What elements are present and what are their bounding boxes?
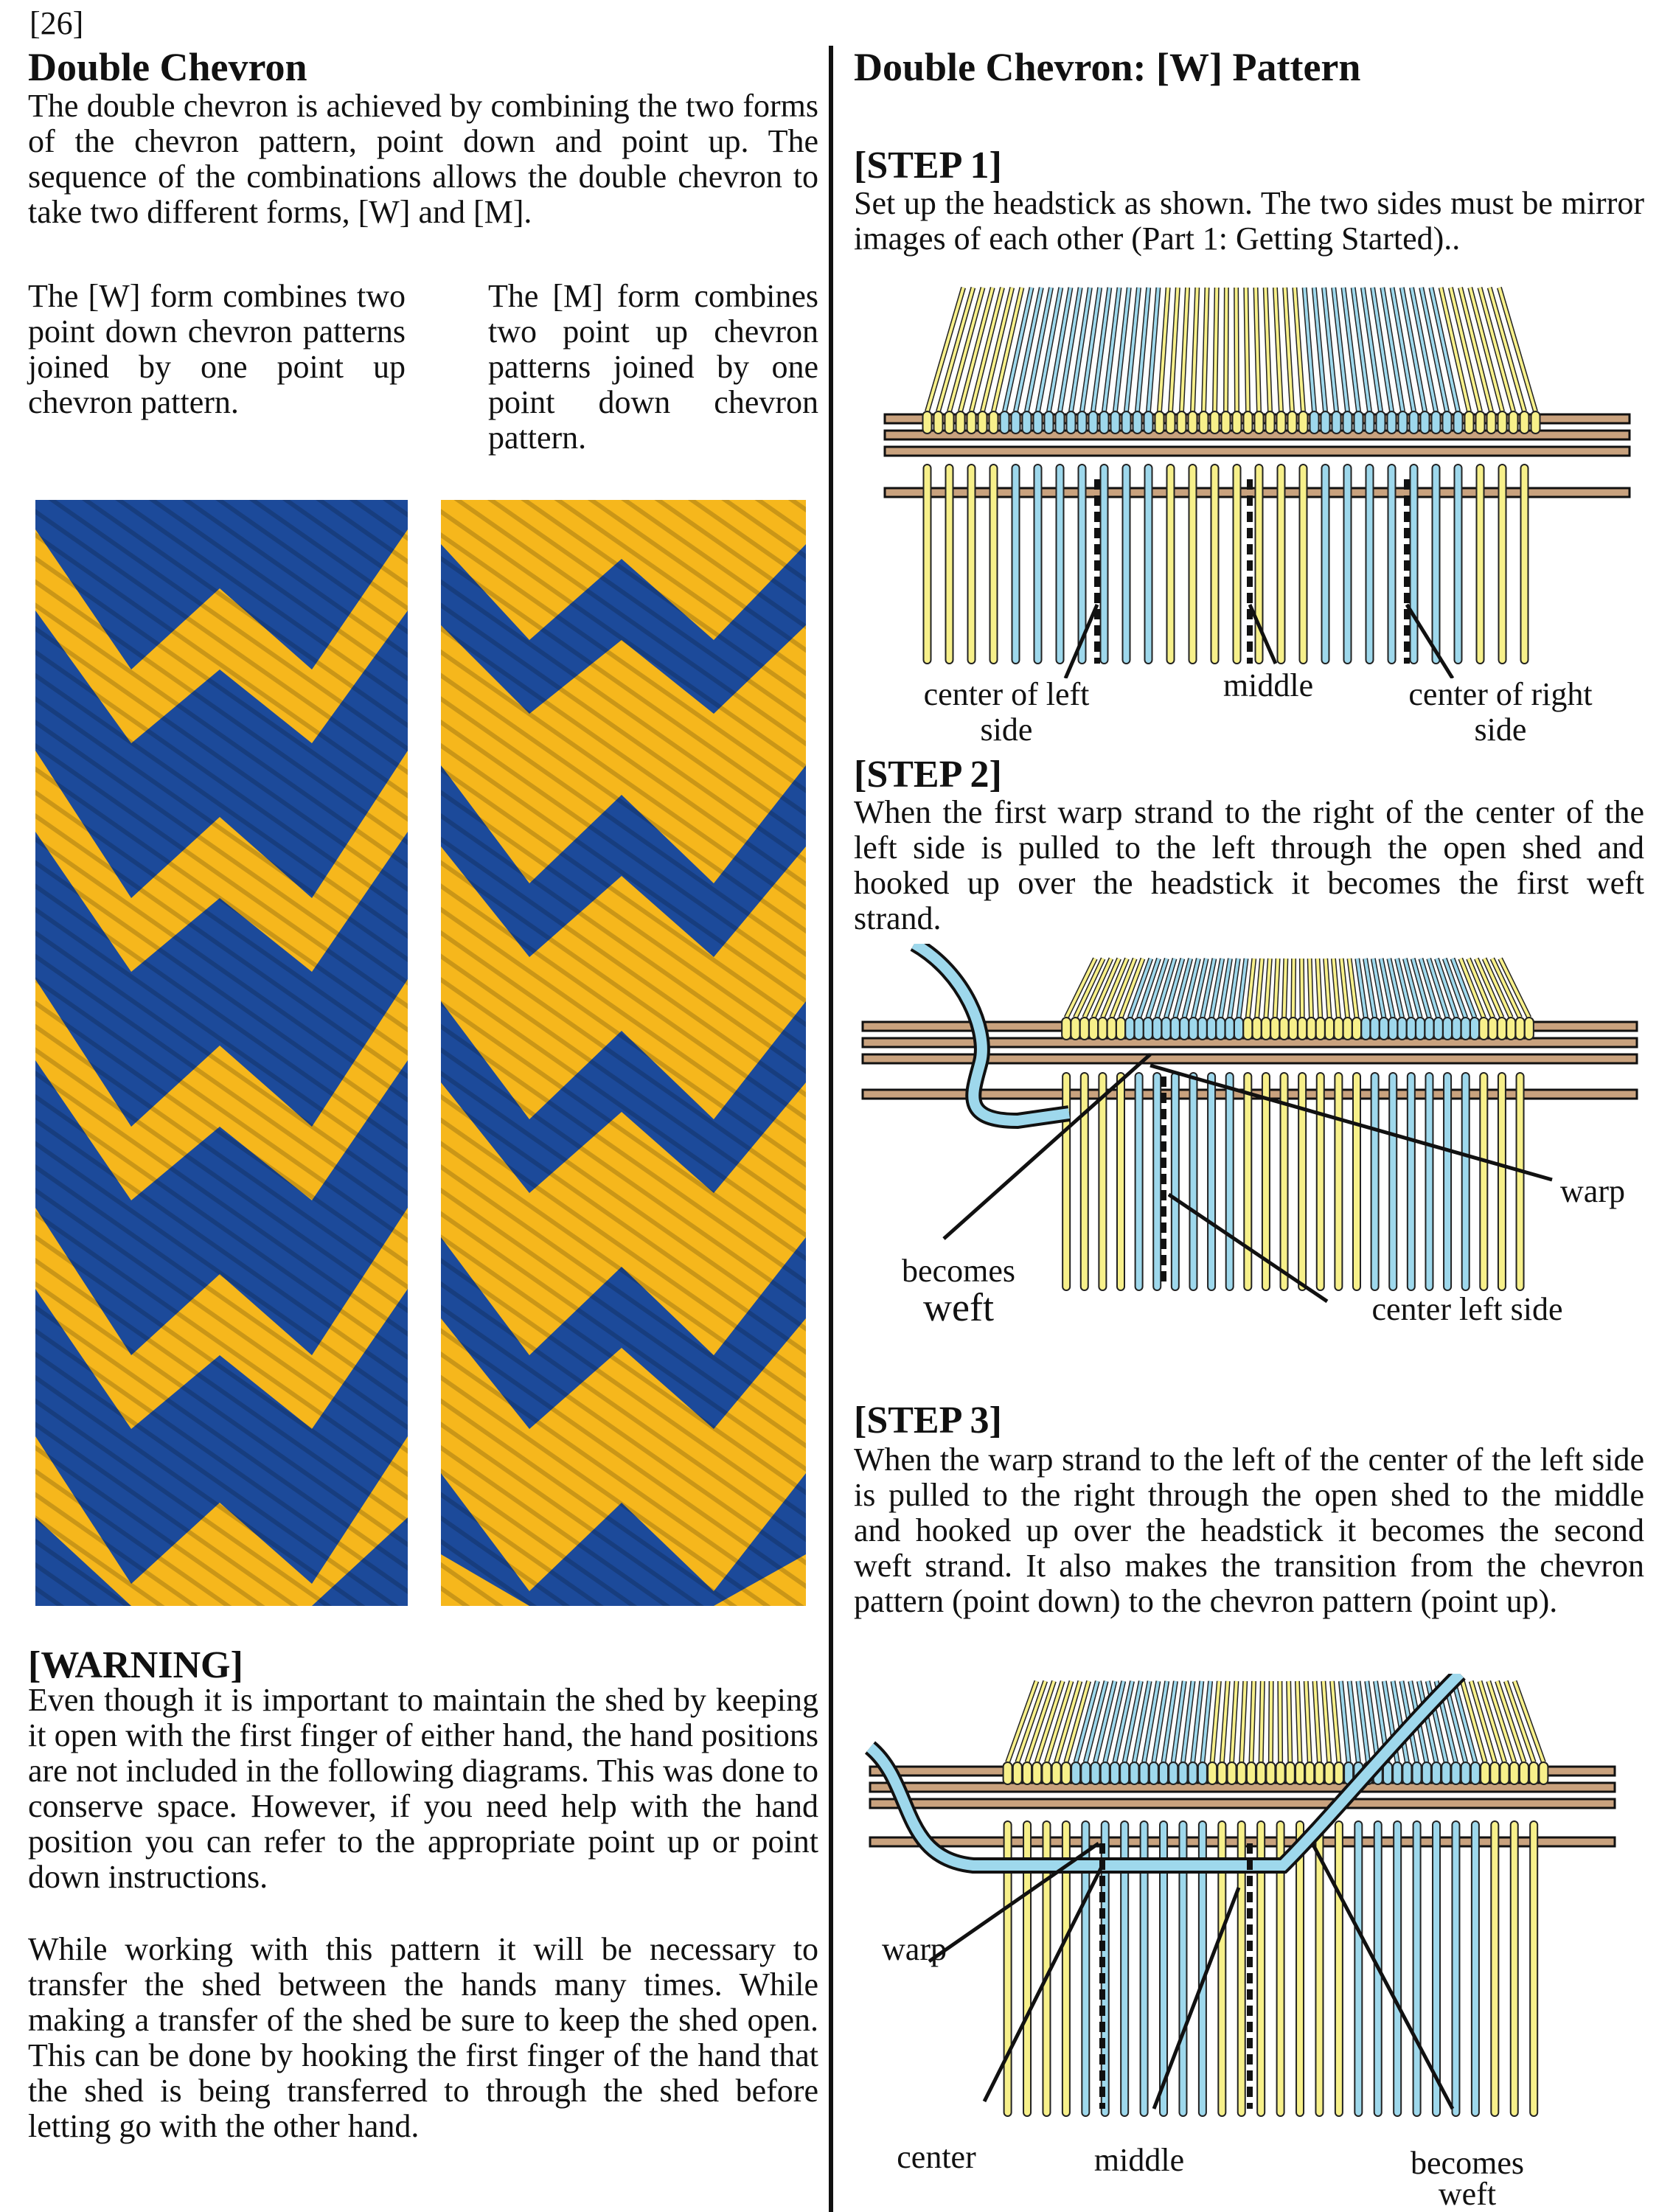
warp-loop <box>1032 1762 1041 1784</box>
warp-loop <box>1335 1762 1343 1784</box>
hanging-warp <box>1189 465 1197 664</box>
warp-loop <box>1237 1762 1246 1784</box>
warp-loop <box>1461 1762 1470 1784</box>
warp-loop <box>1071 1762 1080 1784</box>
warp-loop <box>956 411 965 434</box>
hanging-warp <box>1455 465 1462 664</box>
warp-loop <box>1443 1018 1452 1040</box>
hanging-warp <box>1444 1073 1451 1290</box>
warp-loop <box>978 411 987 434</box>
hanging-warp <box>1472 1821 1479 2116</box>
warp-loop <box>1490 1762 1499 1784</box>
warp-loop <box>1178 1762 1187 1784</box>
hanging-warp <box>1388 465 1396 664</box>
warp-loop <box>1270 1018 1279 1040</box>
double-chevron-title: Double Chevron <box>28 45 307 89</box>
step3-label-warp: warp <box>882 1931 947 1967</box>
warp-loop <box>1189 1762 1197 1784</box>
hanging-warp <box>1511 1821 1518 2116</box>
hanging-warp <box>1462 1073 1470 1290</box>
step3-text: When the warp strand to the left of the center of the left side is pulled to the right through the open shed to the middle and hooked up over the headstick it becomes the second weft strand. It also makes the transition from the chevron pattern (point down) to the chevron pattern (point up). <box>854 1441 1644 1619</box>
step2-label-becomes: becomes <box>902 1253 1015 1289</box>
warp-loop <box>1198 1018 1207 1040</box>
warp-loop <box>1325 1762 1334 1784</box>
w-form-fabric-photo <box>35 500 408 1606</box>
warp-loop <box>1125 1018 1134 1040</box>
warp-loop <box>1211 411 1220 434</box>
warp-loop <box>1189 411 1197 434</box>
warp-loop <box>1080 1018 1089 1040</box>
warp-strand-fill <box>1215 288 1217 411</box>
warp-loop <box>1042 1762 1051 1784</box>
warp-loop <box>990 411 998 434</box>
warp-loop <box>1169 1762 1178 1784</box>
step1-text: Set up the headstick as shown. The two sides must be mirror images of each other (Part 1: Getting Started).. <box>854 185 1644 257</box>
warp-loop <box>1520 411 1529 434</box>
step1-diagram <box>848 280 1644 678</box>
hanging-warp <box>1371 1073 1379 1290</box>
warp-loop <box>1432 411 1441 434</box>
warp-loop <box>1023 1762 1032 1784</box>
warp-loop <box>1155 411 1164 434</box>
warp-loop <box>923 411 932 434</box>
warp-loop <box>1135 1018 1144 1040</box>
hanging-warp <box>1315 1821 1323 2116</box>
warp-loop <box>1277 411 1286 434</box>
warp-loop <box>1461 1018 1470 1040</box>
warp-strand-fill <box>1261 1681 1262 1762</box>
warp-loop <box>1295 1762 1304 1784</box>
warp-strand-fill <box>1310 959 1311 1018</box>
transfer-paragraph: While working with this pattern it will be necessary to transfer the shed between the hands many times. While making a transfer of the shed be sure to keep the shed open. This can be done by hooking the first finger of the hand that the shed is being transferred to through the shed before letting go with the other hand. <box>28 1931 818 2144</box>
warp-loop <box>1255 411 1264 434</box>
warp-loop <box>1354 411 1363 434</box>
warp-loop <box>1361 1018 1370 1040</box>
hanging-warp <box>1530 1821 1537 2116</box>
warp-strand-fill <box>1340 1681 1349 1762</box>
hanging-warp <box>1101 465 1108 664</box>
warp-loop <box>1089 411 1098 434</box>
warp-loop <box>1425 1018 1433 1040</box>
hanging-warp <box>1298 1073 1306 1290</box>
warp-loop <box>1162 1018 1171 1040</box>
warp-loop <box>1256 1762 1265 1784</box>
hanging-warp <box>968 465 975 664</box>
warp-strand-fill <box>1226 288 1227 411</box>
warp-loop <box>1101 1762 1110 1784</box>
warp-loop <box>1413 1762 1422 1784</box>
warning-heading: [WARNING] <box>28 1644 243 1686</box>
warp-loop <box>1133 411 1142 434</box>
hanging-warp <box>1491 1821 1498 2116</box>
warp-loop <box>1422 1762 1431 1784</box>
warp-loop <box>1098 1018 1107 1040</box>
step1-label-center-left: center of left side <box>923 676 1090 748</box>
warp-loop <box>1208 1762 1217 1784</box>
hanging-warp <box>1081 1073 1088 1290</box>
warp-loop <box>1487 411 1496 434</box>
warp-loop <box>1407 1018 1416 1040</box>
warp-loop <box>1321 411 1330 434</box>
hanging-warp <box>1389 1073 1397 1290</box>
hanging-warp <box>1117 1073 1124 1290</box>
warp-loop <box>1471 1762 1480 1784</box>
warp-strand-fill <box>1326 959 1329 1018</box>
warp-strand-fill <box>1382 288 1403 411</box>
warp-loop <box>1529 1762 1538 1784</box>
warp-loop <box>1315 1762 1324 1784</box>
hanging-warp <box>1344 465 1352 664</box>
warp-strand-fill <box>1246 288 1248 411</box>
step3-warp-fan <box>1008 1681 1544 1762</box>
hanging-warp <box>1408 1073 1415 1290</box>
warp-loop <box>1052 1762 1061 1784</box>
step1-heading: [STEP 1] <box>854 145 1002 187</box>
step3-becomes-pointer <box>1312 1843 1453 2109</box>
step3-label-becomes: becomes <box>1411 2145 1524 2181</box>
hanging-warp <box>1425 1073 1433 1290</box>
warp-loop <box>1012 411 1020 434</box>
hanging-warp <box>1335 1821 1343 2116</box>
warp-loop <box>1166 411 1175 434</box>
warp-loop <box>1441 1762 1450 1784</box>
step3-label-middle: middle <box>1093 2142 1185 2178</box>
warp-loop <box>1307 1018 1315 1040</box>
hanging-warp <box>1208 1073 1215 1290</box>
hanging-warp <box>946 465 953 664</box>
warp-loop <box>1479 1018 1488 1040</box>
warp-loop <box>1217 1762 1226 1784</box>
warp-loop <box>1225 1018 1234 1040</box>
warp-loop <box>1189 1018 1197 1040</box>
warp-loop <box>1216 1018 1225 1040</box>
w-form-paragraph: The [W] form combines two point down chevron patterns joined by one point up chevron pattern. <box>28 278 406 420</box>
warp-loop <box>1432 1762 1441 1784</box>
warp-loop <box>1371 1018 1380 1040</box>
step3-label-center: center <box>897 2139 976 2175</box>
warp-loop <box>1288 411 1297 434</box>
warp-loop <box>934 411 943 434</box>
hanging-warp <box>1521 465 1528 664</box>
warp-loop <box>1525 1018 1534 1040</box>
warp-loop <box>1388 411 1397 434</box>
warp-loop <box>1434 1018 1443 1040</box>
step2-label-warp: warp <box>1560 1173 1625 1209</box>
warp-loop <box>1262 1018 1270 1040</box>
warp-loop <box>1023 411 1032 434</box>
hanging-warp <box>1145 465 1152 664</box>
warp-loop <box>1034 411 1043 434</box>
hanging-warp <box>1012 465 1020 664</box>
warp-strand-fill <box>1060 288 1081 411</box>
warp-strand-fill <box>1160 288 1169 411</box>
warp-loop <box>1234 1018 1243 1040</box>
hanging-warp <box>1278 465 1285 664</box>
hanging-warp <box>1354 1821 1362 2116</box>
hanging-warp <box>1244 1073 1251 1290</box>
hanging-warp <box>1366 465 1374 664</box>
warp-loop <box>1266 411 1275 434</box>
warp-loop <box>1081 1762 1090 1784</box>
warp-loop <box>1276 1762 1285 1784</box>
step2-heading: [STEP 2] <box>854 754 1002 796</box>
warp-loop <box>945 411 954 434</box>
hanging-warp <box>1317 1073 1324 1290</box>
warp-loop <box>1481 1762 1489 1784</box>
warp-loop <box>1130 1762 1138 1784</box>
warp-loop <box>1140 1762 1149 1784</box>
m-form-fabric-photo <box>441 500 806 1606</box>
warp-loop <box>1380 1018 1388 1040</box>
warp-loop <box>1402 1762 1411 1784</box>
warp-loop <box>1421 411 1430 434</box>
warp-loop <box>1150 1762 1158 1784</box>
hanging-warp <box>1480 1073 1487 1290</box>
hanging-warp <box>924 465 931 664</box>
warp-loop <box>1531 411 1540 434</box>
step2-label-weft: weft <box>923 1285 994 1329</box>
warp-loop <box>1247 1762 1256 1784</box>
warp-loop <box>1144 1018 1152 1040</box>
warp-strand-fill <box>1266 959 1270 1018</box>
warp-loop <box>1398 1018 1407 1040</box>
step2-text: When the first warp strand to the right of the center of the left side is pulled to the left through the open shed and hooked up over the headstick it becomes the first weft strand. <box>854 794 1644 936</box>
warp-loop <box>1489 1018 1498 1040</box>
hanging-warp <box>1499 465 1506 664</box>
hanging-warp <box>1062 1073 1070 1290</box>
step3-diagram <box>855 1674 1644 2146</box>
hanging-warp <box>1234 465 1241 664</box>
warp-loop <box>1498 1018 1506 1040</box>
warp-loop <box>1388 1018 1397 1040</box>
hanging-warp <box>1099 1073 1106 1290</box>
warp-loop <box>1159 1762 1168 1784</box>
warp-loop <box>1334 1018 1343 1040</box>
warp-loop <box>1078 411 1087 434</box>
warp-loop <box>1399 411 1408 434</box>
hanging-warp <box>1322 465 1329 664</box>
warp-loop <box>1500 1762 1509 1784</box>
warp-loop <box>1100 411 1109 434</box>
hanging-warp <box>1353 1073 1360 1290</box>
warp-loop <box>1111 411 1120 434</box>
warp-loop <box>1520 1762 1528 1784</box>
hanging-warp <box>1057 465 1064 664</box>
warp-loop <box>1286 1762 1295 1784</box>
warp-strand-fill <box>1280 1681 1281 1762</box>
hanging-warp <box>1226 1073 1234 1290</box>
warp-strand-fill <box>1270 1681 1271 1762</box>
warp-loop <box>1393 1762 1402 1784</box>
warning-paragraph: Even though it is important to maintain the shed by keeping it open with the first finger of either hand, the hand positions are not included in the following diagrams. This was done to conserve space. However, if you need help with the hand position you can refer to the appropriate point up or point down instructions. <box>28 1682 818 1895</box>
hanging-warp <box>1433 465 1440 664</box>
warp-loop <box>1332 411 1341 434</box>
step3-warp-loops <box>1004 1762 1548 1784</box>
warp-loop <box>1004 1762 1012 1784</box>
hanging-warp <box>1335 1073 1342 1290</box>
warp-loop <box>1062 1018 1071 1040</box>
warp-loop <box>1056 411 1065 434</box>
warp-loop <box>1316 1018 1325 1040</box>
warp-loop <box>1509 411 1518 434</box>
hanging-warp <box>1034 465 1042 664</box>
warp-loop <box>1443 411 1452 434</box>
warp-loop <box>1410 411 1419 434</box>
step1-warp-fan <box>928 288 1536 411</box>
warp-loop <box>1180 1018 1189 1040</box>
warp-loop <box>1178 411 1186 434</box>
hanging-warp <box>1300 465 1307 664</box>
warp-loop <box>1013 1762 1022 1784</box>
warp-loop <box>1071 1018 1079 1040</box>
warp-strand-fill <box>1284 959 1286 1018</box>
m-form-paragraph: The [M] form combines two point up chevron patterns joined by one point down chevron pattern. <box>488 278 818 456</box>
warp-loop <box>1200 411 1208 434</box>
warp-loop <box>1352 1018 1361 1040</box>
warp-loop <box>1110 1762 1119 1784</box>
hanging-warp <box>990 465 998 664</box>
hanging-warp <box>1452 1821 1459 2116</box>
warp-loop <box>967 411 976 434</box>
warp-loop <box>1470 1018 1479 1040</box>
warp-loop <box>1144 411 1153 434</box>
warp-loop <box>1498 411 1507 434</box>
warp-loop <box>1091 1762 1100 1784</box>
warp-loop <box>1116 1018 1125 1040</box>
warp-loop <box>1343 1018 1352 1040</box>
warp-loop <box>1539 1762 1548 1784</box>
hanging-warp <box>1211 465 1219 664</box>
warp-loop <box>1325 1018 1334 1040</box>
hanging-warp <box>1189 1073 1197 1290</box>
warp-loop <box>1120 1762 1129 1784</box>
warp-loop <box>1171 1018 1180 1040</box>
warp-loop <box>1243 1018 1252 1040</box>
intro-paragraph: The double chevron is achieved by combining the two forms of the chevron pattern, point down and point up. The sequence of the combinations allows the double chevron to take two different forms, [W] and [M]. <box>28 88 818 230</box>
warp-loop <box>1310 411 1319 434</box>
step2-label-center: center left side <box>1371 1291 1563 1327</box>
page-number: [26] <box>29 5 84 41</box>
warp-loop <box>1067 411 1076 434</box>
warp-loop <box>1289 1018 1298 1040</box>
warp-loop <box>1506 1018 1515 1040</box>
warp-loop <box>1228 1762 1237 1784</box>
warp-loop <box>1089 1018 1098 1040</box>
warp-loop <box>1476 411 1485 434</box>
warp-loop <box>1516 1018 1525 1040</box>
warp-loop <box>1244 411 1253 434</box>
warp-loop <box>1001 411 1009 434</box>
warp-loop <box>1510 1762 1519 1784</box>
warp-loop <box>1266 1762 1275 1784</box>
hanging-warp <box>1135 1073 1143 1290</box>
warp-loop <box>1198 1762 1207 1784</box>
warp-loop <box>1366 411 1374 434</box>
warp-loop <box>1045 411 1054 434</box>
hanging-warp <box>1123 465 1130 664</box>
step1-label-center-right: center of right side <box>1408 676 1593 748</box>
warp-loop <box>1298 1018 1307 1040</box>
hanging-warp <box>1153 1073 1161 1290</box>
warp-strand-fill <box>1304 288 1314 411</box>
step1-label-middle: middle <box>1222 667 1314 703</box>
warp-loop <box>1299 411 1308 434</box>
hanging-warp <box>1394 1821 1401 2116</box>
step3-heading: [STEP 3] <box>854 1399 1002 1441</box>
warp-strand-fill <box>1295 288 1304 411</box>
warp-loop <box>1343 411 1352 434</box>
step2-warp-loops <box>1062 1018 1534 1040</box>
step3-label-weft: weft <box>1438 2176 1497 2212</box>
warp-loop <box>1253 1018 1262 1040</box>
warp-loop <box>1107 1018 1116 1040</box>
warp-loop <box>1062 1762 1071 1784</box>
warp-loop <box>1122 411 1131 434</box>
warp-loop <box>1233 411 1242 434</box>
hanging-warp <box>1517 1073 1524 1290</box>
column-divider <box>829 46 833 2212</box>
warp-loop <box>1280 1018 1289 1040</box>
hanging-warp <box>1172 1073 1179 1290</box>
warp-loop <box>1452 1018 1461 1040</box>
warp-strand-fill <box>1149 288 1158 411</box>
warp-strand-fill <box>1293 959 1294 1018</box>
warp-loop <box>1454 411 1463 434</box>
warp-strand-fill <box>1203 1681 1211 1762</box>
hanging-warp <box>1413 1821 1421 2116</box>
hanging-warp <box>1296 1821 1304 2116</box>
step2-warp-fan <box>1066 959 1529 1018</box>
warp-loop <box>1305 1762 1314 1784</box>
warp-loop <box>1222 411 1231 434</box>
hanging-warp <box>1167 465 1175 664</box>
warp-strand-fill <box>1301 959 1302 1018</box>
hanging-warp <box>1477 465 1484 664</box>
warp-loop <box>1465 411 1474 434</box>
warp-loop <box>1207 1018 1216 1040</box>
warp-loop <box>1152 1018 1161 1040</box>
warp-loop <box>1377 411 1385 434</box>
w-pattern-title: Double Chevron: [W] Pattern <box>854 45 1361 89</box>
warp-strand-fill <box>1289 1681 1290 1762</box>
warp-loop <box>1416 1018 1425 1040</box>
hanging-warp <box>1498 1073 1506 1290</box>
hanging-warp <box>1411 465 1418 664</box>
warp-loop <box>1451 1762 1460 1784</box>
